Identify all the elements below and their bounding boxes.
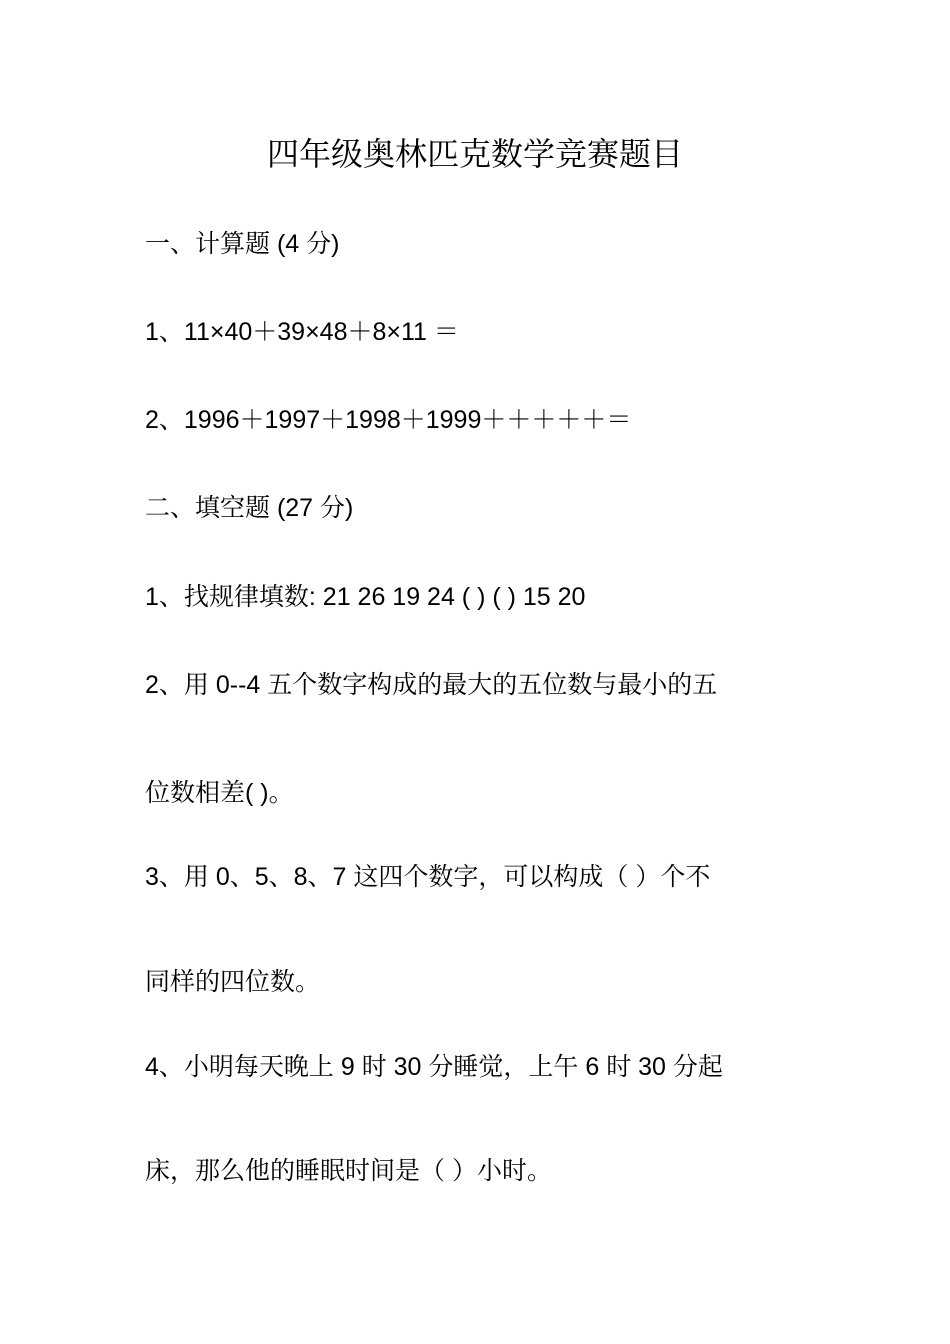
question-line-continued: 同样的四位数。 xyxy=(145,968,321,996)
question-line: 4、小明每天晚上 9 时 30 分睡觉，上午 6 时 30 分起 xyxy=(145,1053,723,1081)
question-line: 2、1996＋1997＋1998＋1999＋＋＋＋＋＝ xyxy=(145,406,632,434)
question-line-continued: 床，那么他的睡眠时间是（ ）小时。 xyxy=(145,1157,552,1185)
section-heading-fill-blank: 二、填空题 (27 分) xyxy=(145,494,354,522)
question-line-continued: 位数相差( )。 xyxy=(145,779,294,807)
question-line: 2、用 0--4 五个数字构成的最大的五位数与最小的五 xyxy=(145,671,718,699)
document-title: 四年级奥林匹克数学竞赛题目 xyxy=(266,135,683,173)
question-line: 3、用 0、5、8、7 这四个数字，可以构成（ ）个不 xyxy=(145,863,711,891)
section-heading-calculation: 一、计算题 (4 分) xyxy=(145,230,340,258)
question-line: 1、11×40＋39×48＋8×11 ＝ xyxy=(145,318,459,346)
question-line: 1、找规律填数: 21 26 19 24 ( ) ( ) 15 20 xyxy=(145,583,586,611)
